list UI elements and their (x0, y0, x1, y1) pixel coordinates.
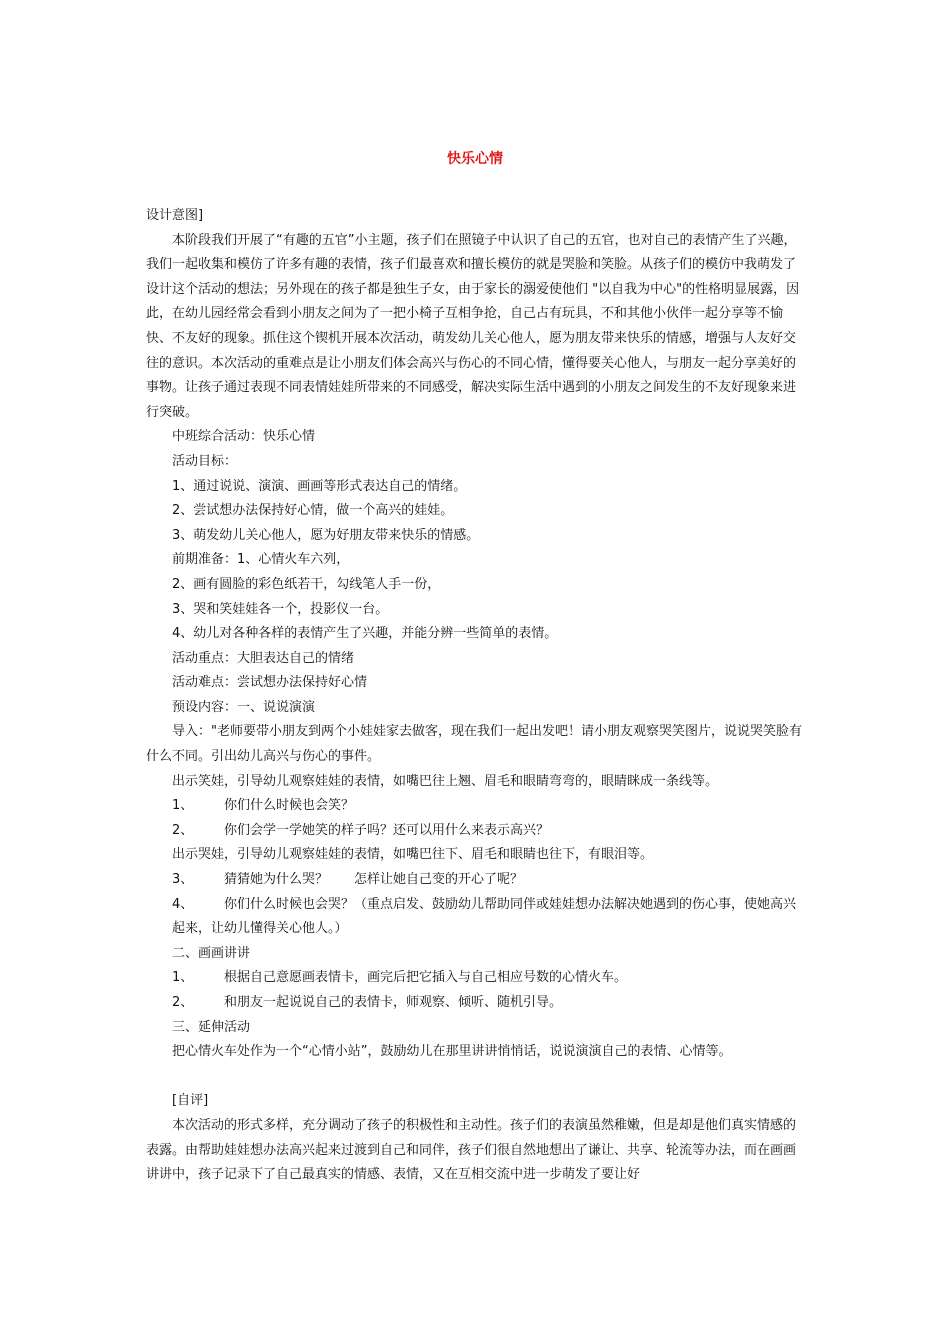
question-text: 你们什么时候也会哭？（重点启发、鼓励幼儿帮助同伴或娃娃想办法解决她遇到的伤心事，使她高兴起来，让幼儿懂得关心他人。） (172, 896, 797, 937)
page-title: 快乐心情 (447, 151, 503, 167)
goal-item: 1、通过说说、演演、画画等形式表达自己的情绪。 (172, 478, 467, 494)
key-point: 活动重点：大胆表达自己的情绪 (172, 650, 355, 666)
activity-name: 中班综合活动：快乐心情 (172, 429, 316, 445)
question-number: 1、 (172, 798, 194, 814)
review-paragraph: 本次活动的形式多样，充分调动了孩子的积极性和主动性。孩子们的表演虽然稚嫩，但是却是他们真实情感的表露。由帮助娃娃想办法高兴起来过渡到自己和同伴，孩子们很自然地想出了谦让、共享、轮流等办法，而在画画讲讲中，孩子记录下了自己最真实的情感、表情，又在互相交流中进一步萌发了要让好 (146, 1117, 797, 1183)
preset-content: 预设内容：一、说说演演 (172, 699, 316, 715)
question-number: 3、 (172, 872, 194, 888)
question-text: 猜猜她为什么哭？ (224, 872, 329, 888)
document-body (146, 204, 806, 1188)
item-text: 和朋友一起说说自己的表情卡，师观察、倾听、随机引导。 (224, 995, 563, 1010)
spacer (146, 1065, 806, 1090)
design-paragraph: 本阶段我们开展了“有趣的五官”小主题，孩子们在照镜子中认识了自己的五官，也对自己的表情产生了兴趣，我们一起收集和模仿了许多有趣的表情，孩子们最喜欢和擅长模仿的就是哭脸和笑脸。从孩子们的模仿中我萌发了设计这个活动的想法；另外现在的孩子都是独生子女，由于家长的溺爱使他们 "以自我为中心"的性格明显展露，因此，在幼儿园经常会看到小朋友之间为了一把小椅子互相争抢，自己占有玩具，不和其他小伙伴一起分享等不愉快、不友好的现象。抓住这个锲机开展本次活动，萌发幼儿关心他人，愿为朋友带来快乐的情感，增强与人友好交往的意识。本次活动的重难点是让小朋友们体会高兴与伤心的不同心情，懂得要关心他人，与朋友一起分享美好的事物。让孩子通过表现不同表情娃娃所带来的不同感受，解决实际生活中遇到的小朋友之间发生的不友好现象来进行突破。 (146, 232, 800, 420)
goal-item: 2、尝试想办法保持好心情，做一个高兴的娃娃。 (172, 503, 454, 519)
difficulty: 活动难点：尝试想办法保持好心情 (172, 675, 368, 691)
question-text-followup: 怎样让她自己变的开心了呢？ (354, 872, 524, 888)
item-text: 根据自己意愿画表情卡，画完后把它插入与自己相应号数的心情火车。 (224, 970, 628, 986)
review-heading: [自评] (172, 1093, 209, 1109)
section-2-item-1 (146, 966, 806, 991)
question-1 (146, 794, 806, 819)
prep-item: 3、哭和笑娃娃各一个，投影仪一台。 (172, 601, 389, 617)
question-4 (146, 893, 806, 942)
question-text: 你们什么时候也会笑？ (224, 798, 355, 814)
prep-item: 4、幼儿对各种各样的表情产生了兴趣，并能分辨一些简单的表情。 (172, 626, 558, 642)
section-2-item-2 (146, 991, 806, 1016)
question-3 (146, 868, 806, 893)
show-cry-doll: 出示哭娃，引导幼儿观察娃娃的表情，如嘴巴往下、眉毛和眼睛也往下，有眼泪等。 (172, 847, 654, 863)
item-number: 1、 (172, 970, 194, 986)
question-2 (146, 819, 806, 844)
question-text: 你们会学一学她笑的样子吗？还可以用什么来表示高兴？ (224, 822, 550, 838)
design-heading: 设计意图] (146, 208, 204, 223)
prep-heading: 前期准备：1、心情火车六列， (172, 552, 350, 568)
question-number: 4、 (172, 896, 194, 912)
goals-heading: 活动目标： (172, 453, 238, 469)
question-number: 2、 (172, 822, 194, 838)
goal-item: 3、萌发幼儿关心他人，愿为好朋友带来快乐的情感。 (172, 527, 480, 543)
prep-item: 2、画有圆脸的彩色纸若干，勾线笔人手一份， (172, 576, 441, 592)
section-3-heading: 三、延伸活动 (172, 1019, 251, 1035)
section-2-heading: 二、画画讲讲 (172, 945, 251, 961)
show-smile-doll: 出示笑娃，引导幼儿观察娃娃的表情，如嘴巴往上翘、眉毛和眼睛弯弯的，眼睛眯成一条线等。 (172, 773, 719, 789)
section-3-text: 把心情火车处作为一个“心情小站”，鼓励幼儿在那里讲讲悄悄话，说说演演自己的表情、心情等。 (172, 1044, 732, 1060)
item-number: 2、 (172, 995, 194, 1010)
intro-paragraph: 导入："老师要带小朋友到两个小娃娃家去做客，现在我们一起出发吧！请小朋友观察哭笑图片，说说哭笑脸有什么不同。引出幼儿高兴与伤心的事件。 (146, 724, 802, 765)
